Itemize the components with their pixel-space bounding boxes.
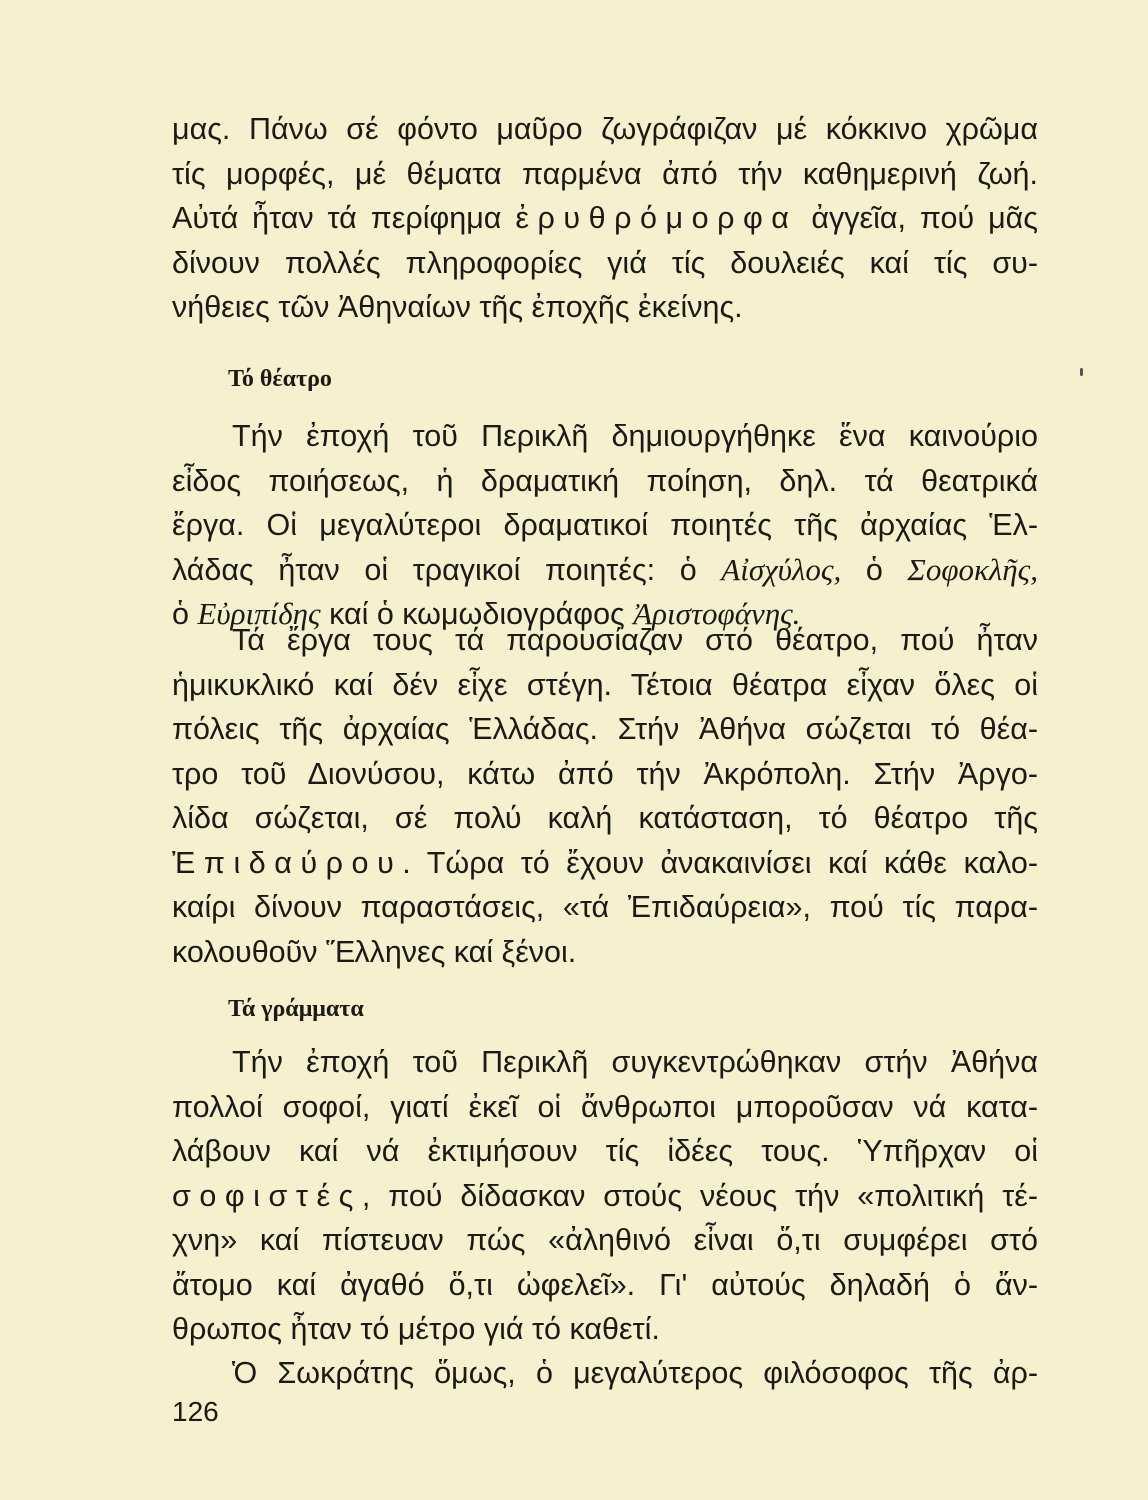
text-line: λίδα σώζεται, σέ πολύ καλή κατάσταση, τό θέατρο τῆς: [172, 801, 1038, 835]
text-line: τρο τοῦ Διονύσου, κάτω ἀπό τήν Ἀκρόπολη. Στήν Ἀργο-: [172, 756, 1038, 791]
spaced-term: Ἐπιδαύρου: [172, 845, 403, 880]
text-line: [172, 196, 1038, 241]
text-line: μας. Πάνω σέ φόντο μαῦρο ζωγράφιζαν μέ κόκκινο χρῶμα: [172, 112, 1038, 146]
text-line: νήθειες τῶν Ἀθηναίων τῆς ἐποχῆς ἐκείνης.: [172, 290, 743, 324]
text-line: Τά ἔργα τους τά παρουσίαζαν στό θέατρο, πού ἦταν: [232, 623, 1038, 657]
text-line: ἄτομο καί ἀγαθό ὅ,τι ὠφελεῖ». Γι' αὐτούς δηλαδή ὁ ἄν-: [172, 1267, 1038, 1302]
text-line: χνη» καί πίστευαν πώς «ἀληθινό εἶναι ὅ,τι συμφέρει στό: [172, 1223, 1038, 1257]
text-line: ἡμικυκλικό καί δέν εἶχε στέγη. Τέτοια θέατρα εἶχαν ὅλες οἱ: [172, 667, 1038, 702]
text-run: ὁ: [841, 552, 908, 587]
poet-name-aeschylus: Αἰσχύλος,: [721, 551, 842, 587]
text-line: πόλεις τῆς ἀρχαίας Ἑλλάδας. Στήν Ἀθήνα σώζεται τό θέα-: [172, 712, 1038, 746]
text-run: ἀγγεῖα, πού μᾶς: [797, 201, 1038, 235]
spaced-term: ἐρυθρόμορφα: [515, 201, 798, 235]
poet-name-sophocles: Σοφοκλῆς,: [907, 551, 1038, 587]
text-line: πολλοί σοφοί, γιατί ἐκεῖ οἱ ἄνθρωποι μποροῦσαν νά κατα-: [172, 1089, 1038, 1124]
text-line: δίνουν πολλές πληροφορίες γιά τίς δουλειές καί τίς συ-: [172, 245, 1038, 280]
text-line: θρωπος ἦταν τό μέτρο γιά τό καθετί.: [172, 1312, 660, 1346]
spaced-term: σοφιστές: [172, 1178, 362, 1213]
text-line: [172, 548, 1038, 593]
page-number: 126: [172, 1396, 219, 1427]
text-line: εἶδος ποιήσεως, ἡ δραματική ποίηση, δηλ. τά θεατρικά: [172, 463, 1038, 498]
paragraph-socrates: [172, 1351, 1038, 1396]
text-run: καί ὁ κωμωδιογράφος: [320, 597, 634, 631]
paragraph-theaters: [172, 618, 1038, 974]
text-line: Ὁ Σωκράτης ὅμως, ὁ μεγαλύτερος φιλόσοφος τῆς ἀρ-: [232, 1356, 1038, 1390]
poet-name-euripides: Εὐριπίδης: [197, 596, 321, 631]
text-line: Τήν ἐποχή τοῦ Περικλῆ δημιουργήθηκε ἕνα καινούριο: [232, 419, 1038, 453]
text-run: ὁ: [172, 597, 198, 631]
text-line: λάβουν καί νά ἐκτιμήσουν τίς ἰδέες τους. Ὑπῆρχαν οἱ: [172, 1134, 1038, 1168]
print-speck: [1080, 368, 1083, 376]
text-line: Τήν ἐποχή τοῦ Περικλῆ συγκεντρώθηκαν στήν Ἀθήνα: [232, 1045, 1038, 1079]
text-run: λάδας ἦταν οἱ τραγικοί ποιητές: ὁ: [172, 552, 722, 587]
text-line: [172, 1174, 1038, 1219]
poet-name-aristophanes: Ἀριστοφάνης.: [633, 596, 801, 631]
text-line: κολουθοῦν Ἕλληνες καί ξένοι.: [172, 934, 577, 969]
text-line: τίς μορφές, μέ θέματα παρμένα ἀπό τήν καθημερινή ζωή.: [172, 156, 1038, 191]
section-heading-letters: Τά γράμματα: [228, 996, 364, 1022]
text-line: καίρι δίνουν παραστάσεις, «τά Ἐπιδαύρεια», πού τίς παρα-: [172, 890, 1038, 924]
text-run: Αὐτά ἦταν τά περίφημα: [172, 201, 516, 235]
paragraph-sophists: [172, 1040, 1038, 1352]
paragraph-red-figure-vases: [172, 107, 1038, 330]
paragraph-dramatic-poetry: [172, 414, 1038, 637]
text-run: , πού δίδασκαν στούς νέους τήν «πολιτική τέ-: [361, 1178, 1038, 1213]
text-line: ἔργα. Οἱ μεγαλύτεροι δραματικοί ποιητές τῆς ἀρχαίας Ἑλ-: [172, 508, 1038, 542]
text-line: [172, 841, 1038, 886]
text-run: . Τώρα τό ἔχουν ἀνακαινίσει καί κάθε καλο-: [402, 845, 1038, 880]
section-heading-theater: Τό θέατρο: [228, 366, 332, 392]
